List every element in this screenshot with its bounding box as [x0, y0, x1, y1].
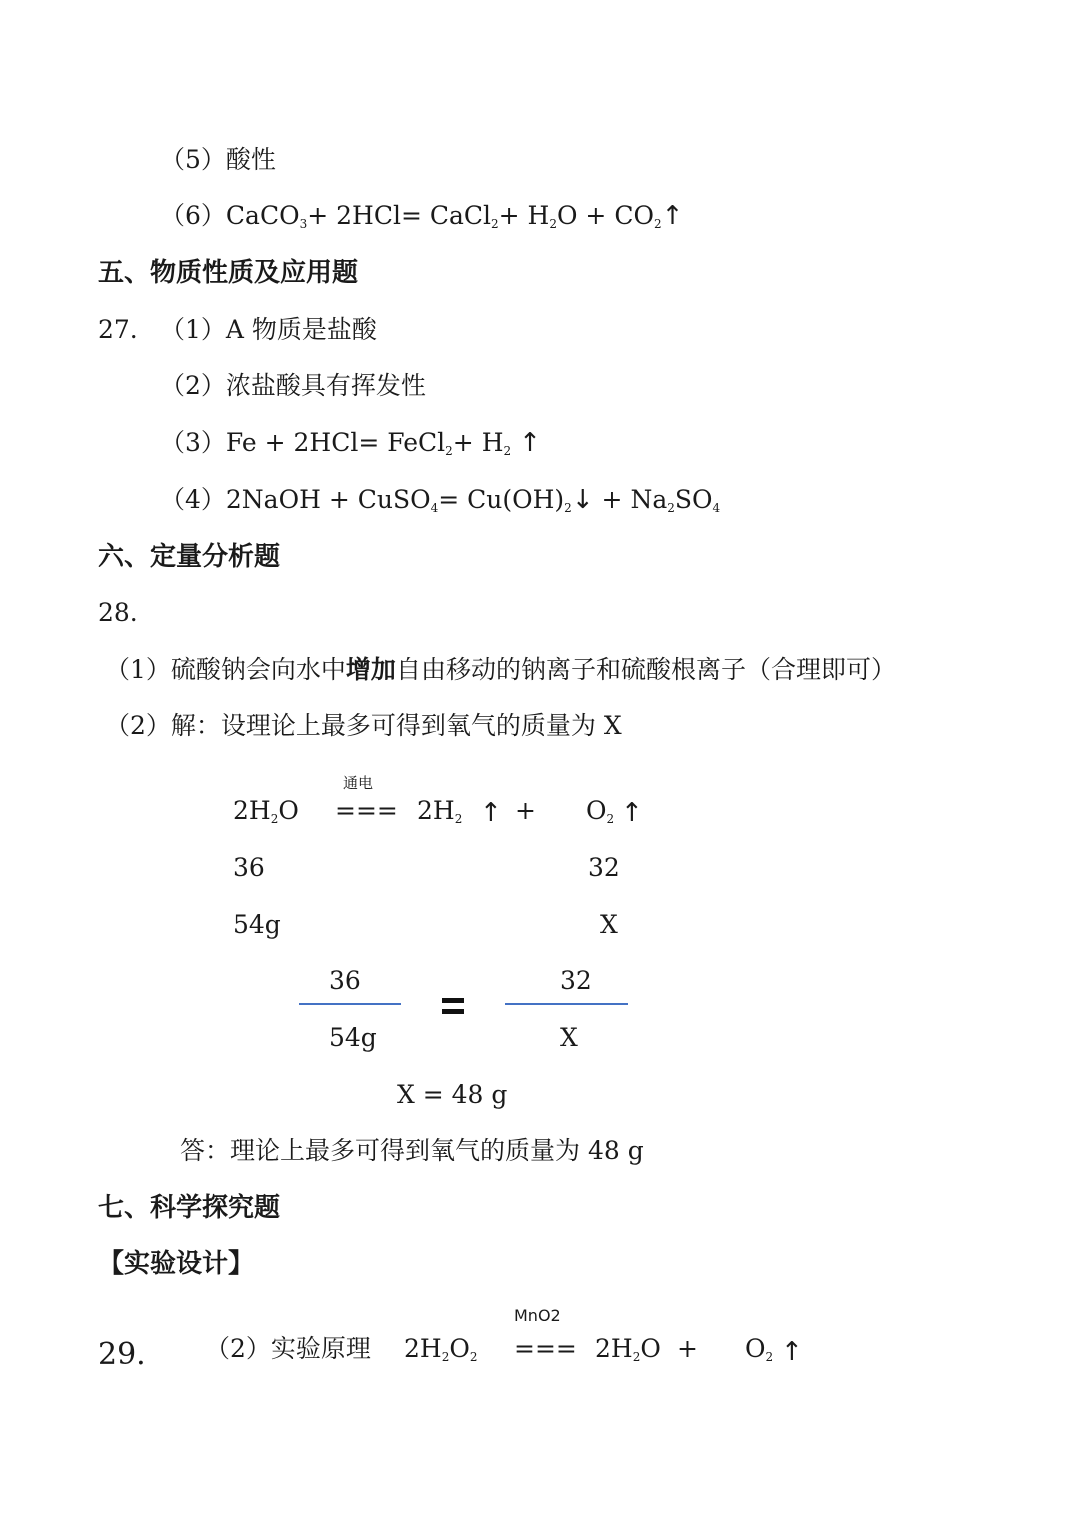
- subscript: 2: [454, 812, 463, 826]
- mass-ratio-water: 36: [233, 853, 265, 882]
- subscript: 2: [606, 812, 615, 826]
- section-6-heading: 六、定量分析题: [98, 542, 281, 572]
- q27-part-4: [160, 487, 720, 513]
- text: （4）2NaOH + CuSO: [160, 485, 431, 514]
- subscript: 4: [712, 501, 721, 515]
- product-hydrogen: [417, 796, 463, 826]
- q28-part-2: （2）解：设理论上最多可得到氧气的质量为 X: [105, 711, 622, 740]
- up-arrow-icon: ↑: [480, 798, 502, 828]
- fraction-2-numerator: 32: [560, 966, 592, 995]
- text: （1）硫酸钠会向水中: [105, 655, 346, 684]
- text: 2H: [404, 1334, 442, 1363]
- question-27-number: 27.: [98, 315, 138, 344]
- text: O + CO: [556, 201, 654, 230]
- text: O: [586, 796, 607, 825]
- up-arrow-icon: ↑: [621, 798, 643, 828]
- text: O: [745, 1334, 766, 1363]
- up-arrow-icon: ↑: [781, 1337, 803, 1367]
- plus-sign: +: [677, 1334, 698, 1363]
- q27-part-1: （1）A 物质是盐酸: [160, 315, 377, 344]
- q28-part-1: [105, 657, 896, 682]
- answer-5: （5）酸性: [160, 145, 276, 174]
- subscript: 2: [270, 812, 279, 826]
- question-28-number: 28.: [98, 598, 138, 627]
- equals-sign-icon: [442, 998, 464, 1020]
- text: + H: [498, 201, 550, 230]
- section-5-heading: 五、物质性质及应用题: [98, 258, 359, 288]
- subscript: 2: [667, 501, 675, 515]
- fraction-2-denominator: X: [560, 1023, 578, 1052]
- subscript: 2: [491, 217, 499, 231]
- fraction-1-line: [299, 1003, 401, 1005]
- q29-label: （2）实验原理: [205, 1334, 371, 1363]
- text: O: [449, 1334, 470, 1363]
- experiment-design-heading: 【实验设计】: [98, 1249, 255, 1279]
- unknown-mass-oxygen: X: [600, 910, 618, 939]
- subscript: 2: [445, 444, 453, 458]
- text: + H: [452, 428, 504, 457]
- text: + Na: [593, 485, 668, 514]
- section-7-heading: 七、科学探究题: [98, 1193, 281, 1223]
- q27-part-3: [160, 430, 541, 456]
- product-oxygen: [586, 796, 615, 826]
- given-mass-water: 54g: [233, 910, 281, 939]
- plus-sign: +: [515, 796, 536, 825]
- question-29-number: 29.: [98, 1337, 146, 1372]
- text: 2H: [233, 796, 271, 825]
- subscript: 4: [430, 501, 439, 515]
- text: = Cu(OH): [438, 485, 565, 514]
- equation-sign: ===: [514, 1334, 577, 1363]
- subscript: 2: [503, 444, 512, 458]
- answer-statement: 答：理论上最多可得到氧气的质量为 48 g: [180, 1136, 644, 1165]
- up-arrow-icon: ↑: [661, 201, 684, 231]
- fraction-1-denominator: 54g: [329, 1023, 377, 1052]
- text: O: [640, 1334, 661, 1363]
- bold-text: 增加: [345, 655, 396, 684]
- subscript: 2: [632, 1350, 641, 1364]
- subscript: 2: [564, 501, 572, 515]
- answer-6-equation: [160, 203, 683, 229]
- q27-part-2: （2）浓盐酸具有挥发性: [160, 371, 426, 400]
- result: X = 48 g: [397, 1080, 508, 1109]
- mass-ratio-oxygen: 32: [588, 853, 620, 882]
- subscript: 2: [653, 217, 662, 231]
- subscript: 2: [765, 1350, 774, 1364]
- product-oxygen: [745, 1334, 774, 1364]
- text: 2H: [417, 796, 455, 825]
- subscript: 3: [299, 217, 308, 231]
- fraction-1-numerator: 36: [329, 966, 361, 995]
- subscript: 2: [549, 217, 557, 231]
- product-water: [595, 1334, 661, 1364]
- text: 自由移动的钠离子和硫酸根离子（合理即可）: [395, 655, 896, 684]
- equation-sign: ===: [335, 796, 398, 825]
- down-arrow-icon: ↓: [571, 485, 594, 515]
- reactant-water: [233, 796, 299, 826]
- text: + 2HCl= CaCl: [307, 201, 491, 230]
- condition-label: 通电: [343, 774, 374, 792]
- up-arrow-icon: ↑: [519, 428, 541, 458]
- text: （6）CaCO: [160, 201, 300, 230]
- fraction-2-line: [505, 1003, 628, 1005]
- text: （3）Fe + 2HCl= FeCl: [160, 428, 446, 457]
- reactant-hydrogen-peroxide: [404, 1334, 478, 1364]
- text: O: [278, 796, 299, 825]
- subscript: 2: [441, 1350, 450, 1364]
- text: 2H: [595, 1334, 633, 1363]
- text: SO: [674, 485, 713, 514]
- subscript: 2: [469, 1350, 478, 1364]
- catalyst-label: MnO2: [514, 1306, 561, 1325]
